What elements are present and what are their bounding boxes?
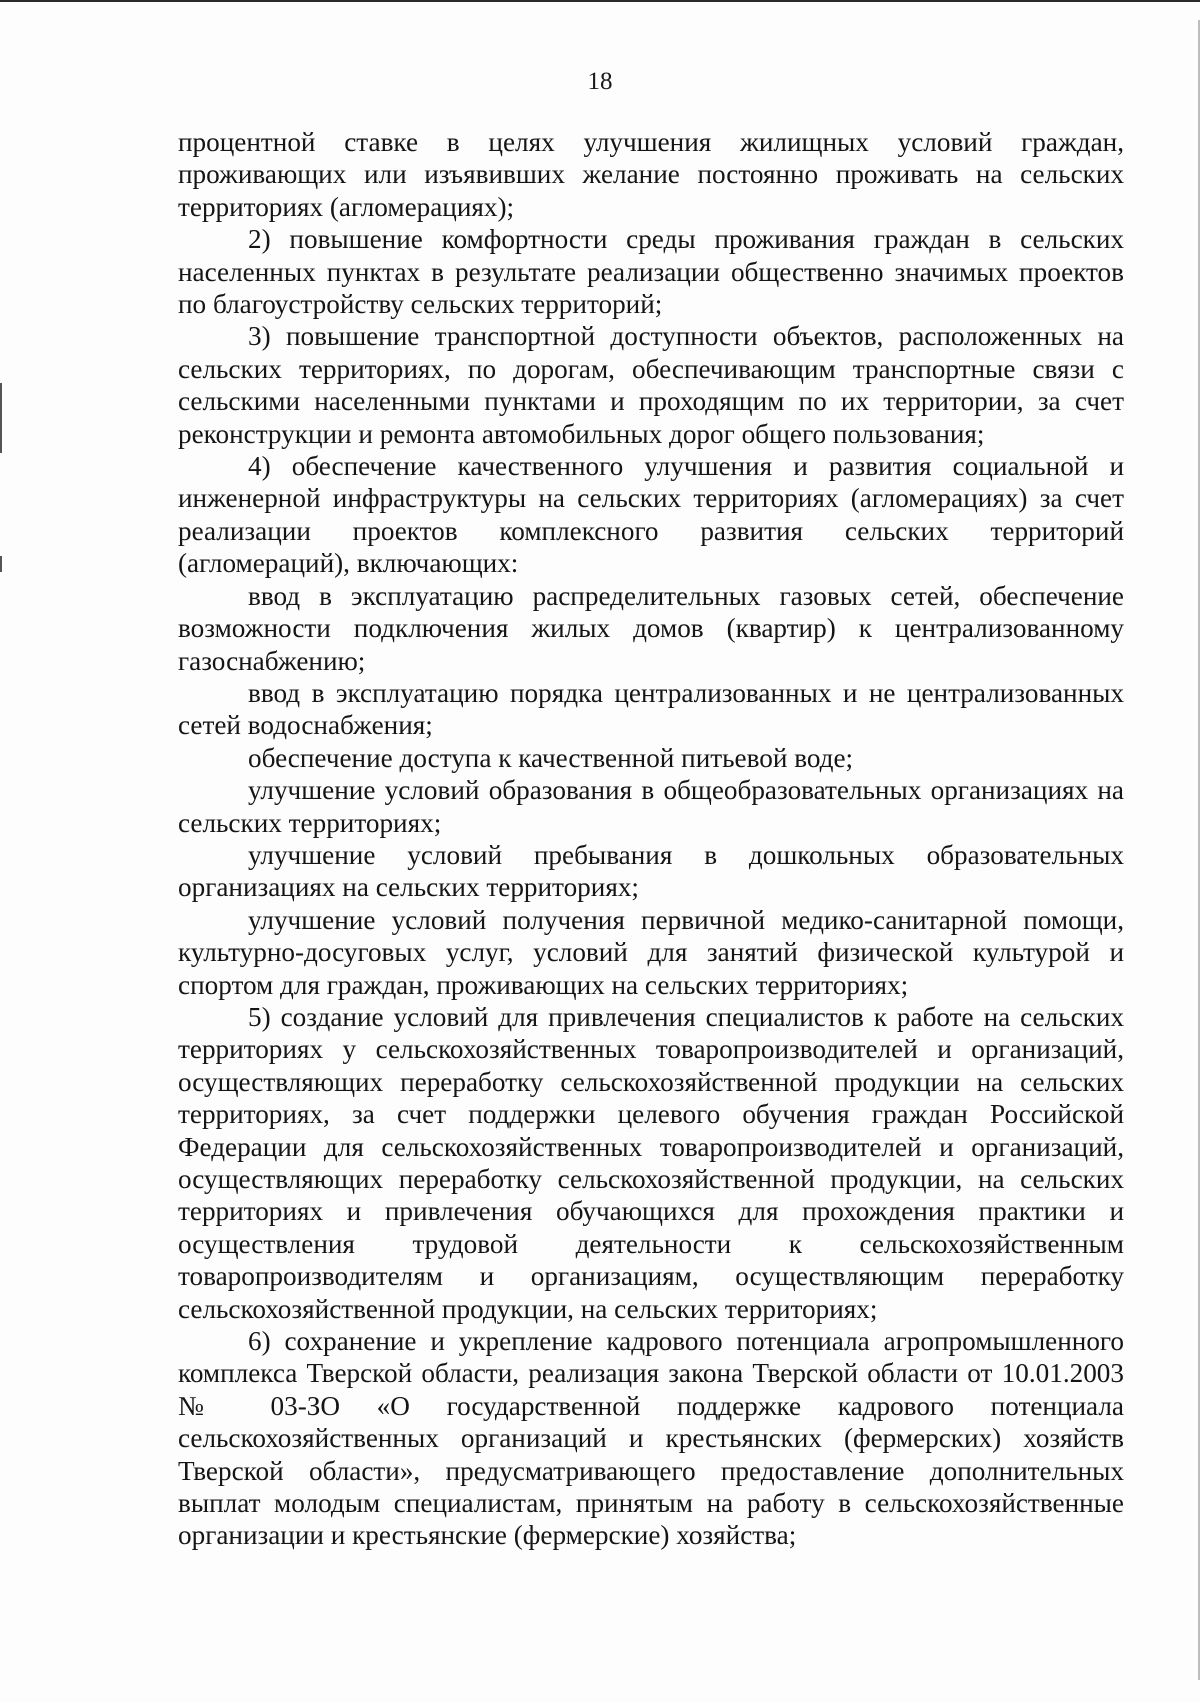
paragraph: улучшение условий пребывания в дошкольных образовательных организациях на сельских территориях; bbox=[178, 839, 1124, 903]
paragraph: 5) создание условий для привлечения специалистов к работе на сельских территориях у сельскохозяйственных товаропроизводителей и организаций, осуществляющих переработку сельскохозяйственной продукции на сельских территориях, за счет поддержки целевого обучения граждан Российской Федерации для сельскохозяйственных товаропроизводителей и организаций, осуществляющих переработку сельскохозяйственной продукции, на сельских территориях и привлечения обучающихся для прохождения практики и осуществления трудовой деятельности к сельскохозяйственным товаропроизводителям и организациям, осуществляющим переработку сельскохозяйственной продукции, на сельских территориях; bbox=[178, 1001, 1124, 1324]
paragraph: улучшение условий образования в общеобразовательных организациях на сельских территориях; bbox=[178, 775, 1124, 838]
paragraph: обеспечение доступа к качественной питьевой воде; bbox=[248, 742, 854, 773]
scan-border-top bbox=[0, 0, 1200, 2]
document-body bbox=[178, 126, 1124, 1552]
paragraph: ввод в эксплуатацию распределительных газовых сетей, обеспечение возможности подключения жилых домов (квартир) к централизованному газоснабжению; bbox=[178, 580, 1124, 676]
paragraph: 2) повышение комфортности среды проживания граждан в сельских населенных пунктах в результате реализации общественно значимых проектов по благоустройству сельских территорий; bbox=[178, 224, 1124, 320]
paragraph: 3) повышение транспортной доступности объектов, расположенных на сельских территориях, по дорогам, обеспечивающим транспортные связи с сельскими населенными пунктами и проходящим по их территории, за счет реконструкции и ремонта автомобильных дорог общего пользования; bbox=[178, 321, 1124, 449]
paragraph: 4) обеспечение качественного улучшения и развития социальной и инженерной инфраструктуры на сельских территориях (агломерациях) за счет реализации проектов комплексного развития сельских территорий (агломераций), включающих: bbox=[178, 451, 1124, 579]
paragraph: ввод в эксплуатацию порядка централизованных и не централизованных сетей водоснабжения; bbox=[178, 677, 1124, 741]
page-number: 18 bbox=[587, 68, 613, 95]
paragraph: 6) сохранение и укрепление кадрового потенциала агропромышленного комплекса Тверской области, реализация закона Тверской области от 10.01.2003 № 03-ЗО «О государственной поддержке кадрового потенциала сельскохозяйственных организаций и крестьянских (фермерских) хозяйств Тверской области», предусматривающего предоставление дополнительных выплат молодым специалистам, принятым на работу в сельскохозяйственные организации и крестьянские (фермерские) хозяйства; bbox=[178, 1326, 1124, 1551]
scan-mark-left-2 bbox=[0, 556, 2, 572]
paragraph: процентной ставке в целях улучшения жилищных условий граждан, проживающих или изъявивших желание постоянно проживать на сельских территориях (агломерациях); bbox=[178, 127, 1124, 222]
scan-mark-left-1 bbox=[0, 383, 2, 453]
paragraph: улучшение условий получения первичной медико-санитарной помощи, культурно-досуговых услуг, условий для занятий физической культурой и спортом для граждан, проживающих на сельских территориях; bbox=[178, 904, 1124, 1000]
